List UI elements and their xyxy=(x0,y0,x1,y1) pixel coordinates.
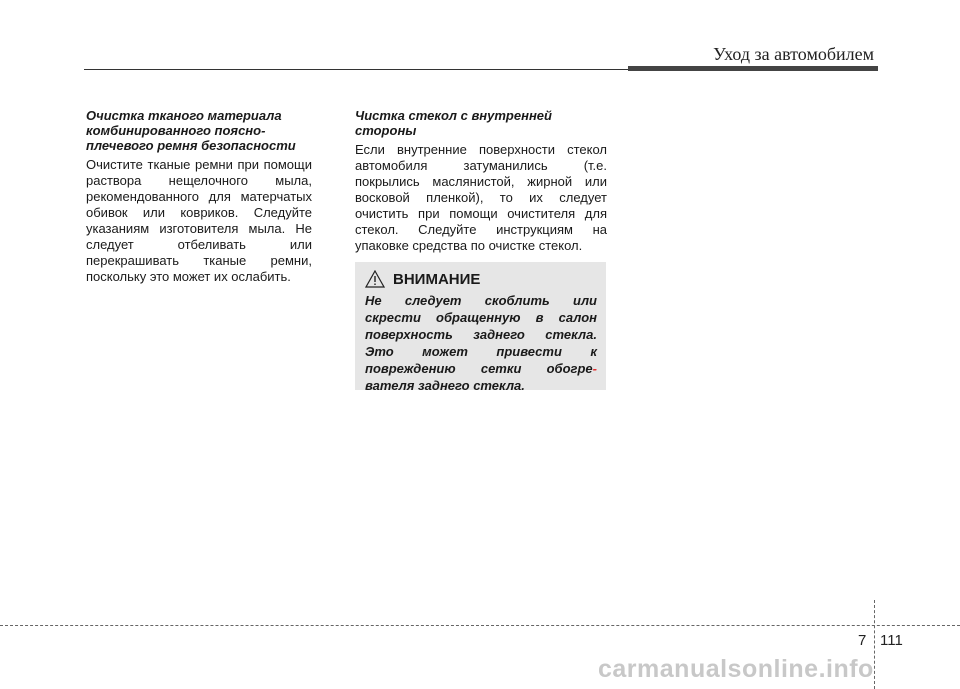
header-divider xyxy=(84,69,644,70)
hyphen-mark: - xyxy=(592,361,597,376)
warning-text xyxy=(365,292,597,394)
glass-cleaning-text: Если внутренние поверхности стекол автомобиля затуманились (т.е. покрылись маслянистой, жирной или восковой пленкой), то их следует очистить при помощи очистителя для стекол. Следуйте инструкциям на упаковке средства по очистке стекол. xyxy=(355,142,607,253)
warning-header xyxy=(365,268,480,290)
header-accent-bar xyxy=(628,66,878,71)
warning-line-text: повреждению сетки обогре xyxy=(365,361,593,376)
glass-cleaning-heading: Чистка стекол с внутренней стороны xyxy=(355,108,552,138)
warning-line: вателя заднего стекла. xyxy=(365,378,525,393)
right-column xyxy=(355,108,607,254)
belt-cleaning-heading: Очистка тканого материала комбинированного поясно-плечевого ремня безопасности xyxy=(86,108,296,153)
page-header-title: Уход за автомобилем xyxy=(713,44,874,64)
watermark: carmanualsonline.info xyxy=(598,655,874,683)
warning-triangle-icon xyxy=(365,270,385,288)
footer-crop-line xyxy=(0,625,960,626)
page-number: 111 xyxy=(880,632,903,649)
warning-line: Не следует скоблить или xyxy=(365,293,597,308)
left-column xyxy=(86,108,312,285)
warning-line: поверхность заднего стекла. xyxy=(365,327,597,342)
warning-line: Это может привести к xyxy=(365,344,597,359)
warning-title: ВНИМАНИЕ xyxy=(393,270,481,288)
warning-line: скрести обращенную в салон xyxy=(365,310,597,325)
warning-line xyxy=(365,360,597,377)
chapter-number: 7 xyxy=(858,632,867,649)
footer-crop-mark xyxy=(874,600,875,689)
belt-cleaning-text: Очистите тканые ремни при помощи раствора нещелочного мыла, рекомендованного для матерчатых обивок или ковриков. Следуйте указаниям изготовителя мыла. Не следует отбеливать или перекрашивать тканые ремни, поскольку это может их ослабить. xyxy=(86,157,312,284)
warning-box xyxy=(355,262,606,393)
